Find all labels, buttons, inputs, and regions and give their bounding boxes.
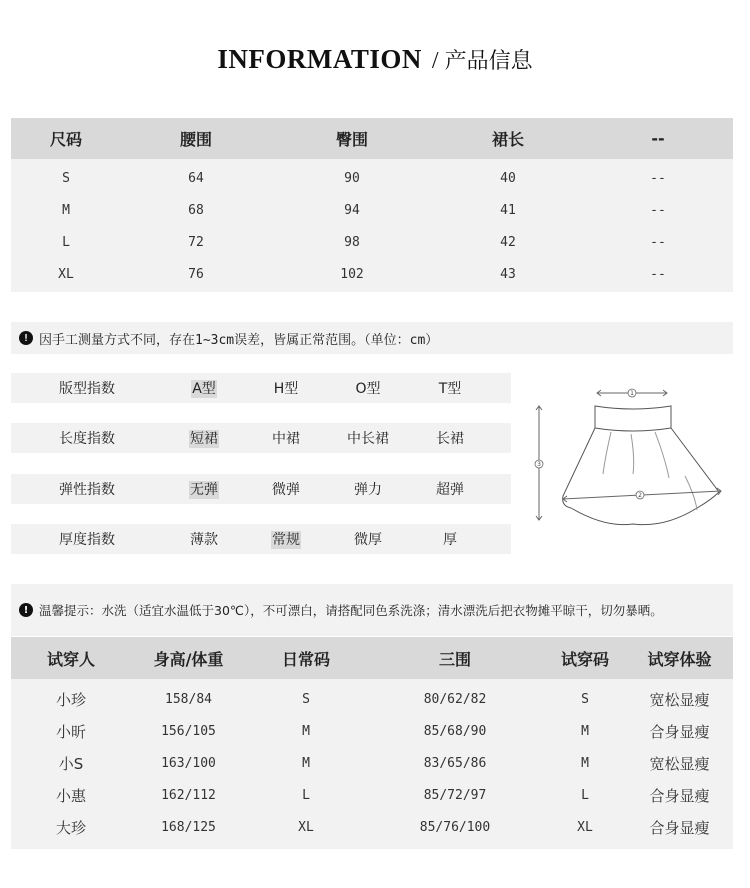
cell-measurements: 80/62/82 [423, 691, 487, 707]
header-size: 尺码 [49, 130, 82, 149]
cell-length: 43 [500, 266, 516, 282]
alert-icon: ! [19, 603, 33, 617]
cell-experience: 合身显瘦 [649, 786, 710, 805]
header-tester: 试穿人 [46, 649, 95, 669]
measurement-notice-text: 因手工测量方式不同，存在1~3cm误差，皆属正常范围。（单位：cm） [39, 332, 439, 348]
cell-measurements: 85/76/100 [419, 819, 491, 835]
cell-tried-size: L [581, 787, 589, 803]
cell-tester: 小S [58, 754, 84, 773]
header-measurements: 三围 [438, 649, 471, 669]
index-option: 弹力 [354, 482, 382, 498]
size-table [11, 118, 733, 292]
table-row [11, 194, 733, 226]
title-separator: / [431, 48, 439, 74]
index-option: 薄款 [190, 532, 218, 548]
cell-waist: 76 [188, 266, 204, 282]
table-row [11, 258, 733, 290]
cell-daily-size: S [302, 691, 310, 707]
index-row-fit [11, 373, 511, 403]
care-notice [11, 584, 733, 636]
cell-height-weight: 162/112 [161, 787, 216, 803]
index-label: 长度指数 [59, 431, 115, 447]
index-option: O型 [355, 381, 381, 397]
cell-length: 41 [500, 202, 516, 218]
cell-waist: 72 [188, 234, 204, 250]
cell-size: L [62, 234, 70, 250]
header-height-weight: 身高/体重 [153, 649, 224, 669]
cell-length: 40 [500, 170, 516, 186]
cell-daily-size: M [302, 755, 310, 771]
cell-waist: 68 [188, 202, 204, 218]
cell-experience: 宽松显瘦 [649, 690, 710, 709]
care-notice-text: 温馨提示：水洗（适宜水温低于30℃），不可漂白，请搭配同色系洗涤；清水漂洗后把衣物摊平晾干，切勿暴晒。 [39, 603, 663, 618]
index-row-length [11, 423, 511, 453]
table-row [11, 162, 733, 194]
index-option: H型 [273, 381, 299, 397]
cell-tester: 小珍 [55, 690, 86, 709]
page-title [0, 44, 750, 75]
cell-daily-size: L [302, 787, 310, 803]
index-option-selected: 常规 [272, 532, 300, 548]
title-en: INFORMATION [217, 44, 422, 74]
cell-height-weight: 158/84 [165, 691, 212, 707]
cell-tester: 大珍 [55, 818, 86, 837]
cell-tried-size: S [581, 691, 589, 707]
cell-tried-size: M [581, 755, 589, 771]
header-experience: 试穿体验 [647, 649, 712, 669]
index-option: 微厚 [354, 532, 382, 548]
cell-daily-size: M [302, 723, 310, 739]
cell-waist: 64 [188, 170, 204, 186]
table-row [11, 747, 733, 779]
header-extra: -- [651, 129, 665, 148]
header-skirt-length: 裙长 [491, 130, 524, 149]
marker-2: 2 [638, 492, 642, 499]
index-option [163, 378, 245, 398]
cell-height-weight: 156/105 [161, 723, 216, 739]
cell-hip: 90 [344, 170, 360, 186]
index-label: 厚度指数 [59, 532, 115, 548]
marker-3: 3 [537, 461, 541, 468]
cell-measurements: 83/65/86 [423, 755, 487, 771]
table-row [11, 811, 733, 843]
cell-measurements: 85/72/97 [423, 787, 487, 803]
cell-extra: -- [650, 266, 666, 282]
table-row [11, 683, 733, 715]
index-row-thickness [11, 524, 511, 554]
cell-experience: 宽松显瘦 [649, 754, 710, 773]
cell-extra: -- [650, 234, 666, 250]
cell-tester: 小惠 [55, 786, 86, 805]
index-option: 中长裙 [347, 431, 389, 447]
cell-height-weight: 163/100 [161, 755, 216, 771]
table-row [11, 226, 733, 258]
index-option: 超弹 [436, 482, 464, 498]
cell-size: XL [58, 266, 74, 282]
tryon-table [11, 637, 733, 849]
header-tried-size: 试穿码 [560, 649, 609, 669]
index-option [163, 479, 245, 499]
title-zh: 产品信息 [444, 49, 533, 74]
cell-measurements: 85/68/90 [423, 723, 487, 739]
index-option [163, 428, 245, 448]
index-option [245, 529, 327, 549]
index-option-selected: A型 [192, 381, 216, 397]
index-row-elasticity [11, 474, 511, 504]
cell-experience: 合身显瘦 [649, 818, 710, 837]
table-row [11, 715, 733, 747]
cell-tried-size: M [581, 723, 589, 739]
cell-extra: -- [650, 202, 666, 218]
header-waist: 腰围 [179, 130, 212, 149]
cell-daily-size: XL [298, 819, 314, 835]
marker-1: 1 [630, 390, 634, 397]
index-option: 微弹 [272, 482, 300, 498]
cell-hip: 102 [340, 266, 364, 282]
cell-size: M [62, 202, 70, 218]
header-daily-size: 日常码 [281, 649, 330, 669]
index-option-selected: 无弹 [190, 482, 218, 498]
cell-hip: 94 [344, 202, 360, 218]
cell-hip: 98 [344, 234, 360, 250]
index-option: 中裙 [272, 431, 300, 447]
cell-experience: 合身显瘦 [649, 722, 710, 741]
size-table-header [11, 118, 733, 159]
tryon-table-header [11, 637, 733, 679]
cell-length: 42 [500, 234, 516, 250]
index-label: 弹性指数 [59, 482, 115, 498]
measurement-notice [11, 322, 733, 354]
index-label: 版型指数 [59, 381, 115, 397]
index-option: T型 [438, 381, 462, 397]
index-option-selected: 短裙 [190, 431, 218, 447]
cell-height-weight: 168/125 [161, 819, 216, 835]
cell-size: S [62, 170, 70, 186]
alert-icon: ! [19, 331, 33, 345]
table-row [11, 779, 733, 811]
cell-extra: -- [650, 170, 666, 186]
header-hip: 臀围 [335, 130, 368, 149]
cell-tried-size: XL [577, 819, 593, 835]
skirt-measurement-diagram [525, 378, 735, 548]
index-option: 长裙 [436, 431, 464, 447]
index-option: 厚 [443, 532, 457, 548]
cell-tester: 小昕 [55, 722, 86, 741]
